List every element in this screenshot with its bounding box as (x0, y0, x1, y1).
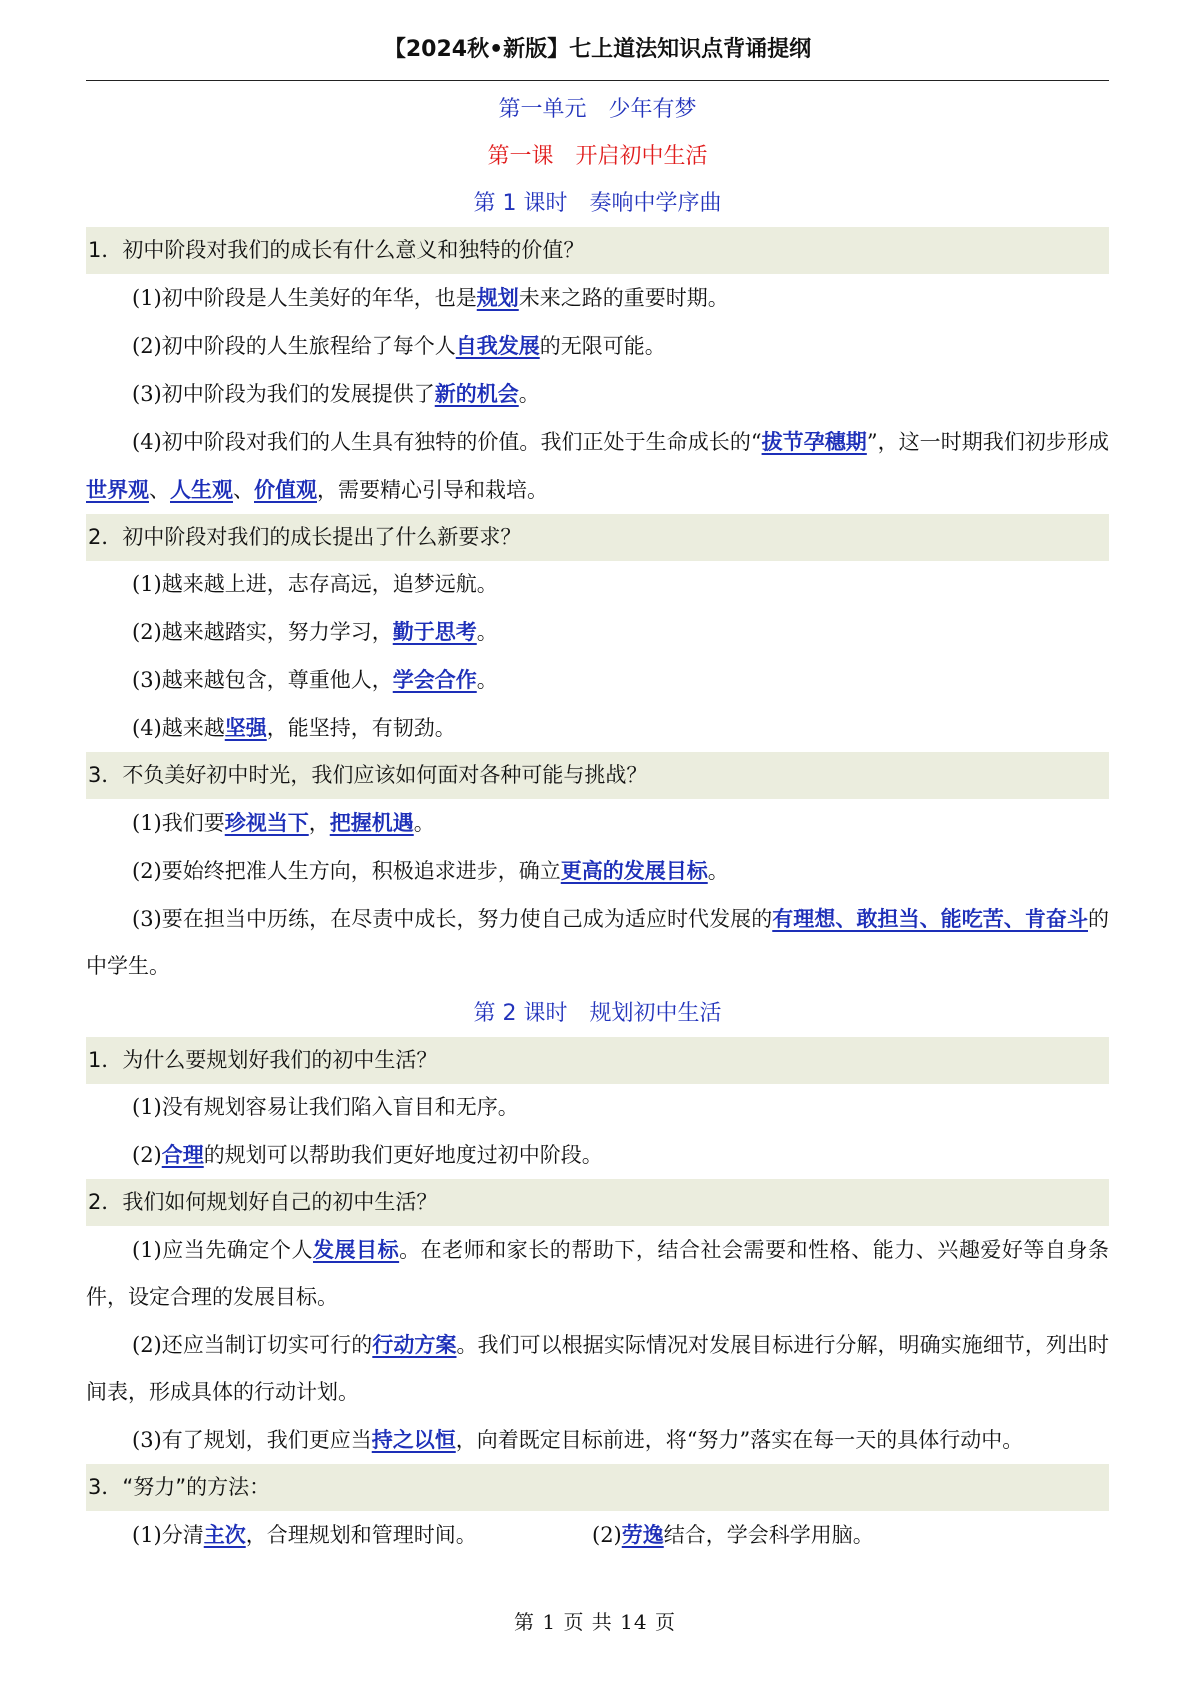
answer-paragraph: (1)应当先确定个人发展目标。在老师和家长的帮助下，结合社会需要和性格、能力、兴趣爱好等自身条件，设定合理的发展目标。 (86, 1237, 1110, 1309)
answer-paragraph: (4)越来越坚强，能坚持，有韧劲。 (132, 715, 456, 740)
lesson-heading: 第一课 开启初中生活 (487, 144, 708, 169)
keyword: 学会合作 (392, 667, 477, 692)
answer-paragraph: (1)初中阶段是人生美好的年华，也是规划未来之路的重要时期。 (132, 285, 729, 310)
keyword: 世界观 (86, 477, 149, 502)
answer-paragraph: (3)要在担当中历练，在尽责中成长，努力使自己成为适应时代发展的有理想、敢担当、能吃苦、肯奋斗的中学生。 (86, 906, 1109, 978)
question-heading: 1．初中阶段对我们的成长有什么意义和独特的价值？ (86, 227, 1109, 274)
page-header (86, 30, 1109, 81)
keyword: 新的机会 (434, 381, 519, 406)
answer-row (86, 1511, 1109, 1559)
page-number: 第 1 页 共 14 页 (514, 1610, 676, 1634)
keyword: 珍视当下 (224, 810, 309, 835)
keyword: 拔节孕穗期 (761, 429, 867, 454)
question-heading: 3．“努力”的方法： (86, 1464, 1109, 1511)
document-title: 【2024秋•新版】七上道法知识点背诵提纲 (383, 37, 812, 62)
keyword: 劳逸 (621, 1522, 664, 1547)
unit-heading: 第一单元 少年有梦 (498, 97, 697, 122)
answer-paragraph: (2)合理的规划可以帮助我们更好地度过初中阶段。 (132, 1142, 603, 1167)
keyword: 合理 (161, 1142, 204, 1167)
answer-paragraph: (2)越来越踏实，努力学习，勤于思考。 (132, 619, 498, 644)
answer-item: (2)劳逸结合，学会科学用脑。 (592, 1522, 874, 1547)
answer-paragraph: (1)我们要珍视当下，把握机遇。 (132, 810, 435, 835)
question-heading: 1．为什么要规划好我们的初中生活？ (86, 1037, 1109, 1084)
keyword: 行动方案 (372, 1332, 457, 1357)
document-content (86, 86, 1109, 1559)
keyword: 更高的发展目标 (560, 858, 708, 883)
answer-paragraph: (3)初中阶段为我们的发展提供了新的机会。 (132, 381, 540, 406)
keyword: 持之以恒 (371, 1427, 456, 1452)
question-heading: 2．我们如何规划好自己的初中生活？ (86, 1179, 1109, 1226)
question-heading: 3．不负美好初中时光，我们应该如何面对各种可能与挑战？ (86, 752, 1109, 799)
keyword: 勤于思考 (392, 619, 477, 644)
answer-paragraph: (2)还应当制订切实可行的行动方案。我们可以根据实际情况对发展目标进行分解，明确实施细节，列出时间表，形成具体的行动计划。 (86, 1332, 1109, 1404)
keyword: 人生观 (170, 477, 233, 502)
answer-paragraph: (3)有了规划，我们更应当持之以恒，向着既定目标前进，将“努力”落实在每一天的具体行动中。 (132, 1427, 1024, 1452)
keyword: 坚强 (224, 715, 267, 740)
answer-paragraph: (1)没有规划容易让我们陷入盲目和无序。 (132, 1095, 519, 1119)
keyword: 规划 (476, 285, 519, 310)
question-heading: 2．初中阶段对我们的成长提出了什么新要求？ (86, 514, 1109, 561)
period-heading-1: 第 1 课时 奏响中学序曲 (473, 191, 722, 216)
keyword: 发展目标 (312, 1237, 400, 1262)
answer-paragraph: (3)越来越包含，尊重他人，学会合作。 (132, 667, 498, 692)
keyword: 自我发展 (455, 333, 540, 358)
answer-paragraph: (4)初中阶段对我们的人生具有独特的价值。我们正处于生命成长的“拔节孕穗期”，这一时期我们初步形成世界观、人生观、价值观，需要精心引导和栽培。 (86, 429, 1109, 502)
answer-item: (1)分清主次，合理规划和管理时间。 (132, 1522, 477, 1547)
keyword: 有理想、敢担当、能吃苦、肯奋斗 (772, 906, 1088, 931)
answer-paragraph: (2)要始终把准人生方向，积极追求进步，确立更高的发展目标。 (132, 858, 729, 883)
keyword: 价值观 (254, 477, 317, 502)
keyword: 主次 (203, 1522, 246, 1547)
answer-paragraph: (1)越来越上进，志存高远，追梦远航。 (132, 572, 498, 596)
period-heading-2: 第 2 课时 规划初中生活 (473, 1001, 722, 1026)
answer-paragraph: (2)初中阶段的人生旅程给了每个人自我发展的无限可能。 (132, 333, 666, 358)
keyword: 把握机遇 (329, 810, 414, 835)
